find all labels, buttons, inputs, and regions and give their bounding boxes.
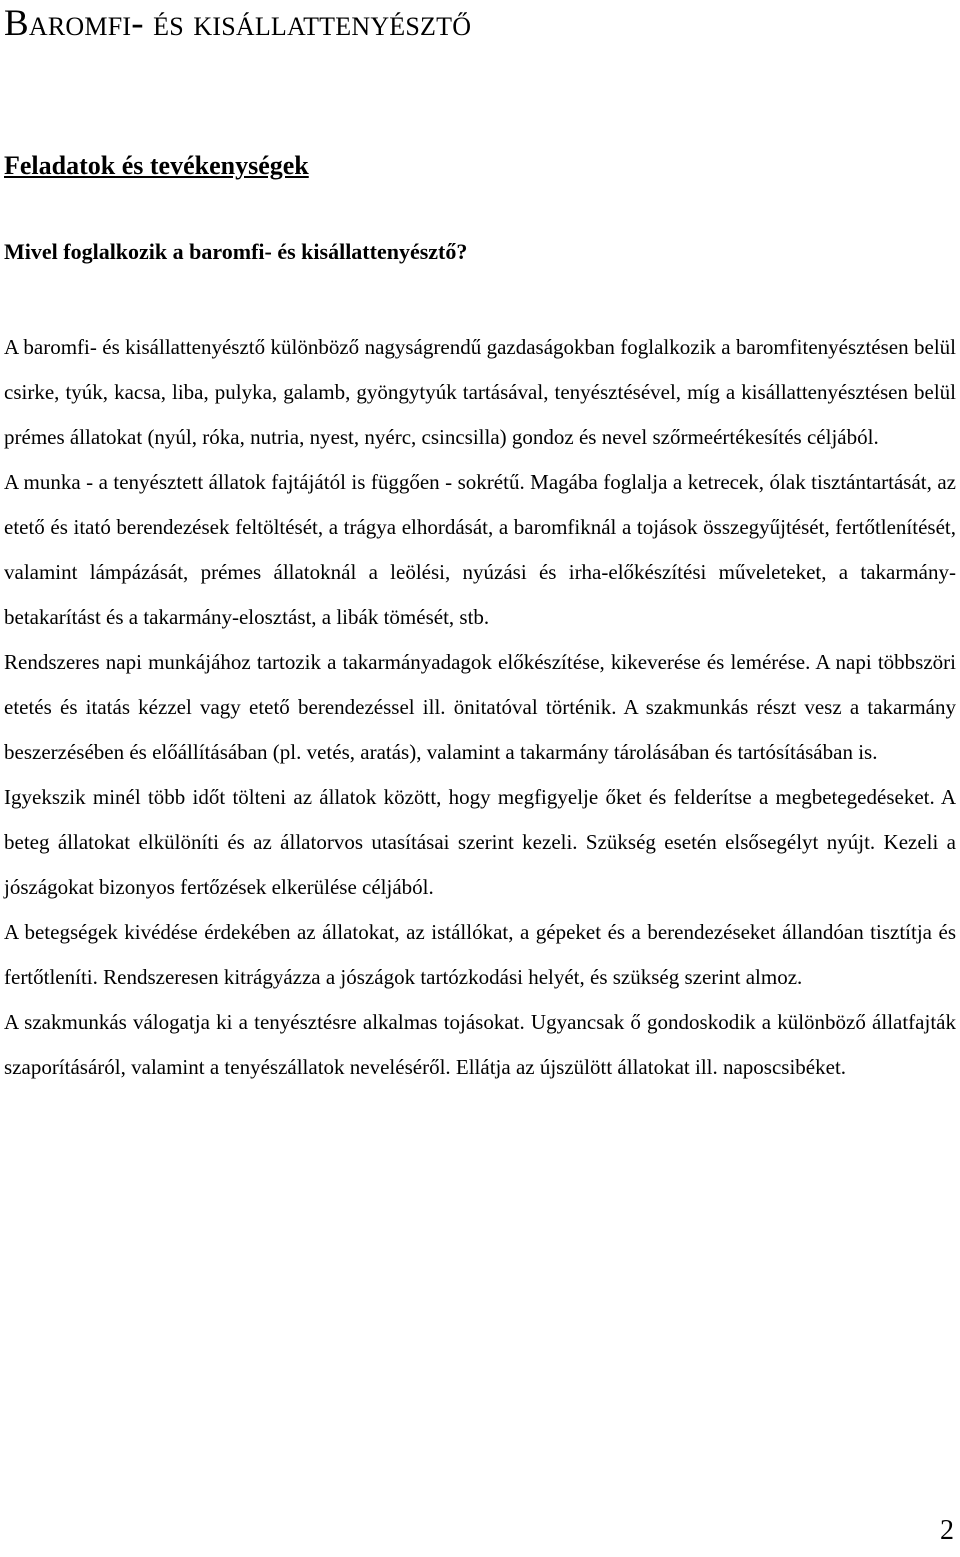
- section-heading: Feladatok és tevékenységek: [4, 151, 309, 180]
- paragraph-breeding: A szakmunkás válogatja ki a tenyésztésre alkalmas tojásokat. Ugyancsak ő gondoskodik a különböző állatfajták szaporításáról, valamint a tenyészállatok neveléséről. Ellátja az újszülött állatokat ill. naposcsibéket.: [4, 1010, 956, 1079]
- page-number: 2: [940, 1515, 954, 1546]
- paragraph-tasks: A munka - a tenyésztett állatok fajtájától is függően - sokrétű. Magába foglalja a ketrecek, ólak tisztántartását, az etető és itató berendezések feltöltését, a trágya elhordását, a baromfiknál a tojások összegyűjtését, fertőtlenítését, valamint lámpázását, prémes állatoknál a leölési, nyúzási és irha-előkészítési műveleteket, a takarmány-betakarítást és a takarmány-elosztást, a libák tömését, stb.: [4, 470, 956, 629]
- body-text: [4, 325, 956, 1090]
- paragraph-feeding: Rendszeres napi munkájához tartozik a takarmányadagok előkészítése, kikeverése és lemérése. A napi többszöri etetés és itatás kézzel vagy etető berendezéssel ill. önitatóval történik. A szakmunkás részt vesz a takarmány beszerzésében és előállításában (pl. vetés, aratás), valamint a takarmány tárolásában és tartósításában is.: [4, 650, 956, 764]
- paragraph-health: Igyekszik minél több időt tölteni az állatok között, hogy megfigyelje őket és felderítse a megbetegedéseket. A beteg állatokat elkülöníti és az állatorvos utasításai szerint kezeli. Szükség esetén elsősegélyt nyújt. Kezeli a jószágokat bizonyos fertőzések elkerülése céljából.: [4, 785, 956, 899]
- paragraph-intro: A baromfi- és kisállattenyésztő különböző nagyságrendű gazdaságokban foglalkozik a baromfitenyésztésen belül csirke, tyúk, kacsa, liba, pulyka, galamb, gyöngytyúk tartásával, tenyésztésével, míg a kisállattenyésztésen belül prémes állatokat (nyúl, róka, nutria, nyest, nyérc, csincsilla) gondoz és nevel szőrmeértékesítés céljából.: [4, 335, 956, 449]
- document-title: Baromfi- és kisállattenyésztő: [4, 3, 472, 44]
- paragraph-hygiene: A betegségek kivédése érdekében az állatokat, az istállókat, a gépeket és a berendezéseket állandóan tisztítja és fertőtleníti. Rendszeresen kitrágyázza a jószágok tartózkodási helyét, és szükség szerint almoz.: [4, 920, 956, 989]
- question-heading: Mivel foglalkozik a baromfi- és kisállattenyésztő?: [4, 239, 468, 264]
